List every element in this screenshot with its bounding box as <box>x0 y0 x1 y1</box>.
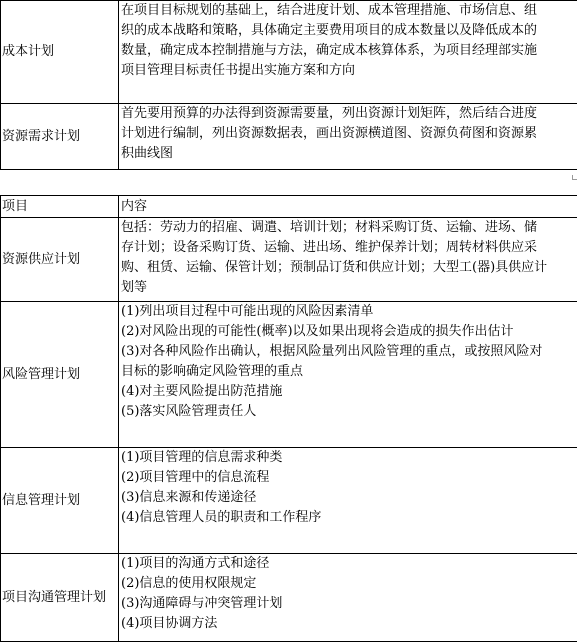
content-line: (4)项目协调方法 <box>121 616 218 631</box>
content-line: 计划进行编制，列出资源数据表，画出资源横道图、资源负荷图和资源累 <box>121 126 538 141</box>
header-label-item: 项目 <box>1 196 119 218</box>
row-label-information-management-plan: 信息管理计划 <box>1 448 119 554</box>
content-line: 目标的影响确定风险管理的重点 <box>121 364 304 379</box>
top-table <box>0 0 577 170</box>
bottom-table <box>0 195 577 642</box>
row-label-resource-supply-plan: 资源供应计划 <box>1 218 119 302</box>
content-line: 项目管理目标责任书提出实施方案和方向 <box>121 63 356 78</box>
content-line: (1)项目管理的信息需求种类 <box>121 450 283 465</box>
header-label-content: 内容 <box>119 196 577 218</box>
content-line: (2)对风险出现的可能性(概率)以及如果出现将会造成的损失作出估计 <box>121 324 514 339</box>
table-header-row <box>1 196 577 218</box>
row-label-communication-management-plan: 项目沟通管理计划 <box>1 554 119 642</box>
content-line: 划等 <box>121 280 148 295</box>
table-row <box>1 302 577 448</box>
table-row <box>1 1 577 104</box>
content-line: (3)信息来源和传递途径 <box>121 490 257 505</box>
table-end-mark <box>572 175 577 180</box>
table-row <box>1 104 577 170</box>
row-content-cost-plan <box>119 1 577 104</box>
content-line: 织的成本战略和策略，具体确定主要费用项目的成本数量以及降低成本的 <box>121 23 538 38</box>
content-line: 首先要用预算的办法得到资源需要量，列出资源计划矩阵，然后结合进度 <box>121 106 538 121</box>
table-row <box>1 554 577 642</box>
content-line: (1)项目的沟通方式和途径 <box>121 556 270 571</box>
content-line: 存计划；设备采购订货、运输、进出场、维护保养计划；周转材料供应采 <box>121 240 538 255</box>
row-label-resource-demand-plan: 资源需求计划 <box>1 104 119 170</box>
content-line: (3)对各种风险作出确认，根据风险量列出风险管理的重点，或按照风险对 <box>121 344 543 359</box>
table-row <box>1 218 577 302</box>
content-line: (1)列出项目过程中可能出现的风险因素清单 <box>121 304 374 319</box>
row-content-resource-supply-plan <box>119 218 577 302</box>
content-line: (2)项目管理中的信息流程 <box>121 470 270 485</box>
content-line: (4)信息管理人员的职责和工作程序 <box>121 510 322 525</box>
content-line: (5)落实风险管理责任人 <box>121 404 257 419</box>
content-line: 购、租赁、运输、保管计划；预制品订货和供应计划；大型工(器)具供应计 <box>121 260 548 275</box>
content-line: 数量，确定成本控制措施与方法，确定成本核算体系，为项目经理部实施 <box>121 43 538 58</box>
content-line: 包括：劳动力的招雇、调遣、培训计划；材料采购订货、运输、进场、储 <box>121 220 538 235</box>
content-line: (4)对主要风险提出防范措施 <box>121 384 283 399</box>
content-line: (3)沟通障碍与冲突管理计划 <box>121 596 283 611</box>
content-line: 积曲线图 <box>121 146 174 161</box>
row-content-risk-management-plan <box>119 302 577 448</box>
row-content-information-management-plan <box>119 448 577 554</box>
row-label-cost-plan: 成本计划 <box>1 1 119 104</box>
content-line: 在项目目标规划的基础上，结合进度计划、成本管理措施、市场信息、组 <box>121 3 538 18</box>
row-label-risk-management-plan: 风险管理计划 <box>1 302 119 448</box>
row-content-communication-management-plan <box>119 554 577 642</box>
row-content-resource-demand-plan <box>119 104 577 170</box>
table-row <box>1 448 577 554</box>
content-line: (2)信息的使用权限规定 <box>121 576 257 591</box>
